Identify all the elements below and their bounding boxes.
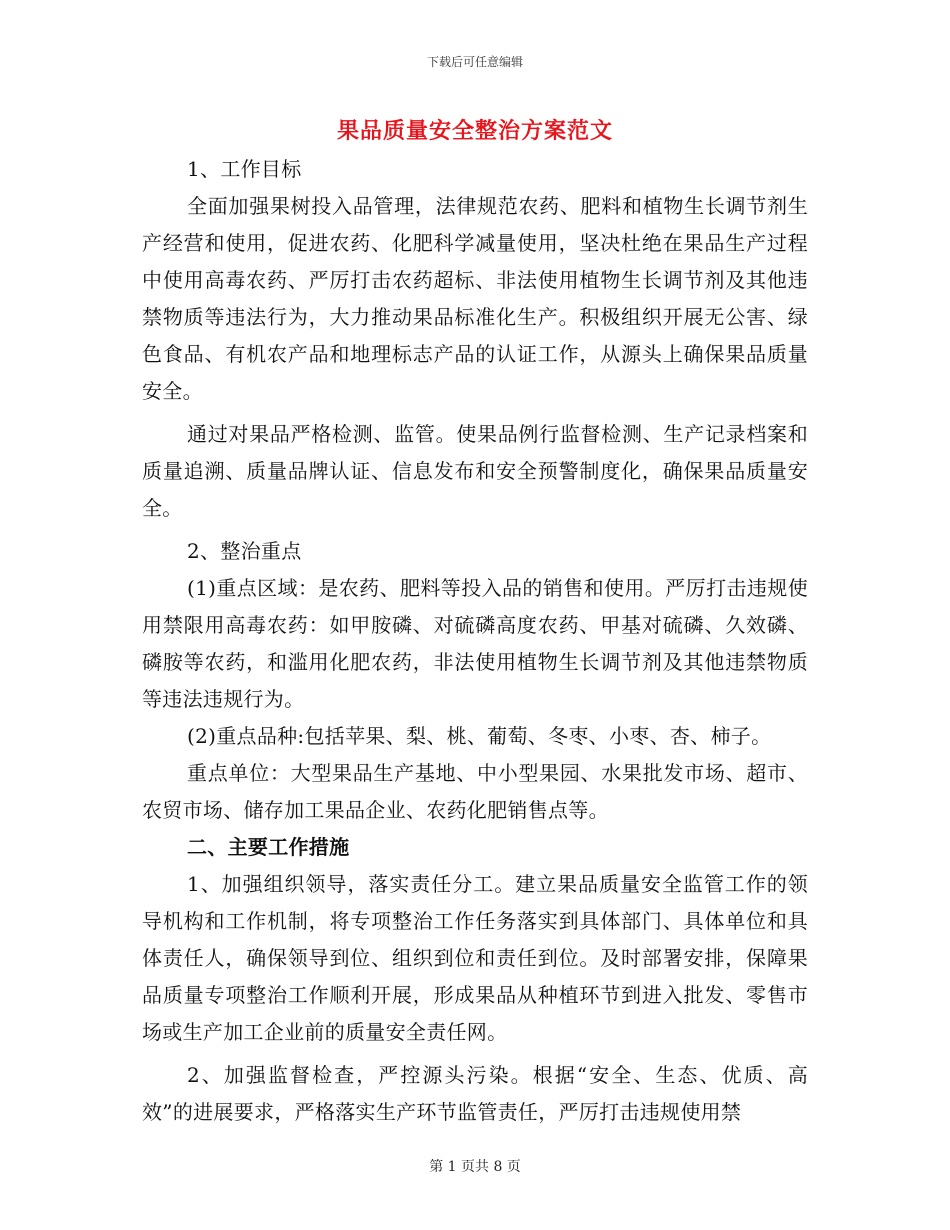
paragraph-measure-2: 2、加强监督检查，严控源头污染。根据“安全、生态、优质、高效”的进展要求，严格落实生产环节监管责任，严厉打击违规使用禁: [142, 1063, 808, 1124]
document-body: [142, 151, 808, 1131]
paragraph-key-units: 重点单位：大型果品生产基地、中小型果园、水果批发市场、超市、农贸市场、储存加工果品企业、农药化肥销售点等。: [142, 761, 808, 822]
section-heading-measures: 二、主要工作措施: [187, 835, 350, 859]
header-note: 下载后可任意编辑: [426, 55, 523, 69]
document-title: 果品质量安全整治方案范文: [336, 118, 613, 144]
page-footer: 第 1 页共 8 页: [429, 1159, 521, 1175]
section-heading-goal: 1、工作目标: [187, 157, 302, 181]
paragraph-inspection: 通过对果品严格检测、监管。使果品例行监督检测、生产记录档案和质量追溯、质量品牌认证、信息发布和安全预警制度化，确保果品质量安全。: [142, 422, 808, 520]
paragraph-goal: 全面加强果树投入品管理，法律规范农药、肥料和植物生长调节剂生产经营和使用，促进农药、化肥科学减量使用，坚决杜绝在果品生产过程中使用高毒农药、严厉打击农药超标、非法使用植物生长调节剂及其他违禁物质等违法行为，大力推动果品标准化生产。积极组织开展无公害、绿色食品、有机农产品和地理标志产品的认证工作，从源头上确保果品质量安全。: [142, 194, 808, 403]
paragraph-key-varieties: (2)重点品种:包括苹果、梨、桃、葡萄、冬枣、小枣、杏、柿子。: [187, 724, 772, 748]
paragraph-key-areas: (1)重点区域：是农药、肥料等投入品的销售和使用。严厉打击违规使用禁限用高毒农药：如甲胺磷、对硫磷高度农药、甲基对硫磷、久效磷、磷胺等农药，和滥用化肥农药，非法使用植物生长调节剂及其他违禁物质等违法违规行为。: [142, 576, 808, 711]
section-heading-focus: 2、整治重点: [187, 539, 302, 563]
paragraph-measure-1: 1、加强组织领导，落实责任分工。建立果品质量安全监管工作的领导机构和工作机制，将专项整治工作任务落实到具体部门、具体单位和具体责任人，确保领导到位、组织到位和责任到位。及时部署安排，保障果品质量专项整治工作顺利开展，形成果品从种植环节到进入批发、零售市场或生产加工企业前的质量安全责任网。: [142, 872, 808, 1044]
